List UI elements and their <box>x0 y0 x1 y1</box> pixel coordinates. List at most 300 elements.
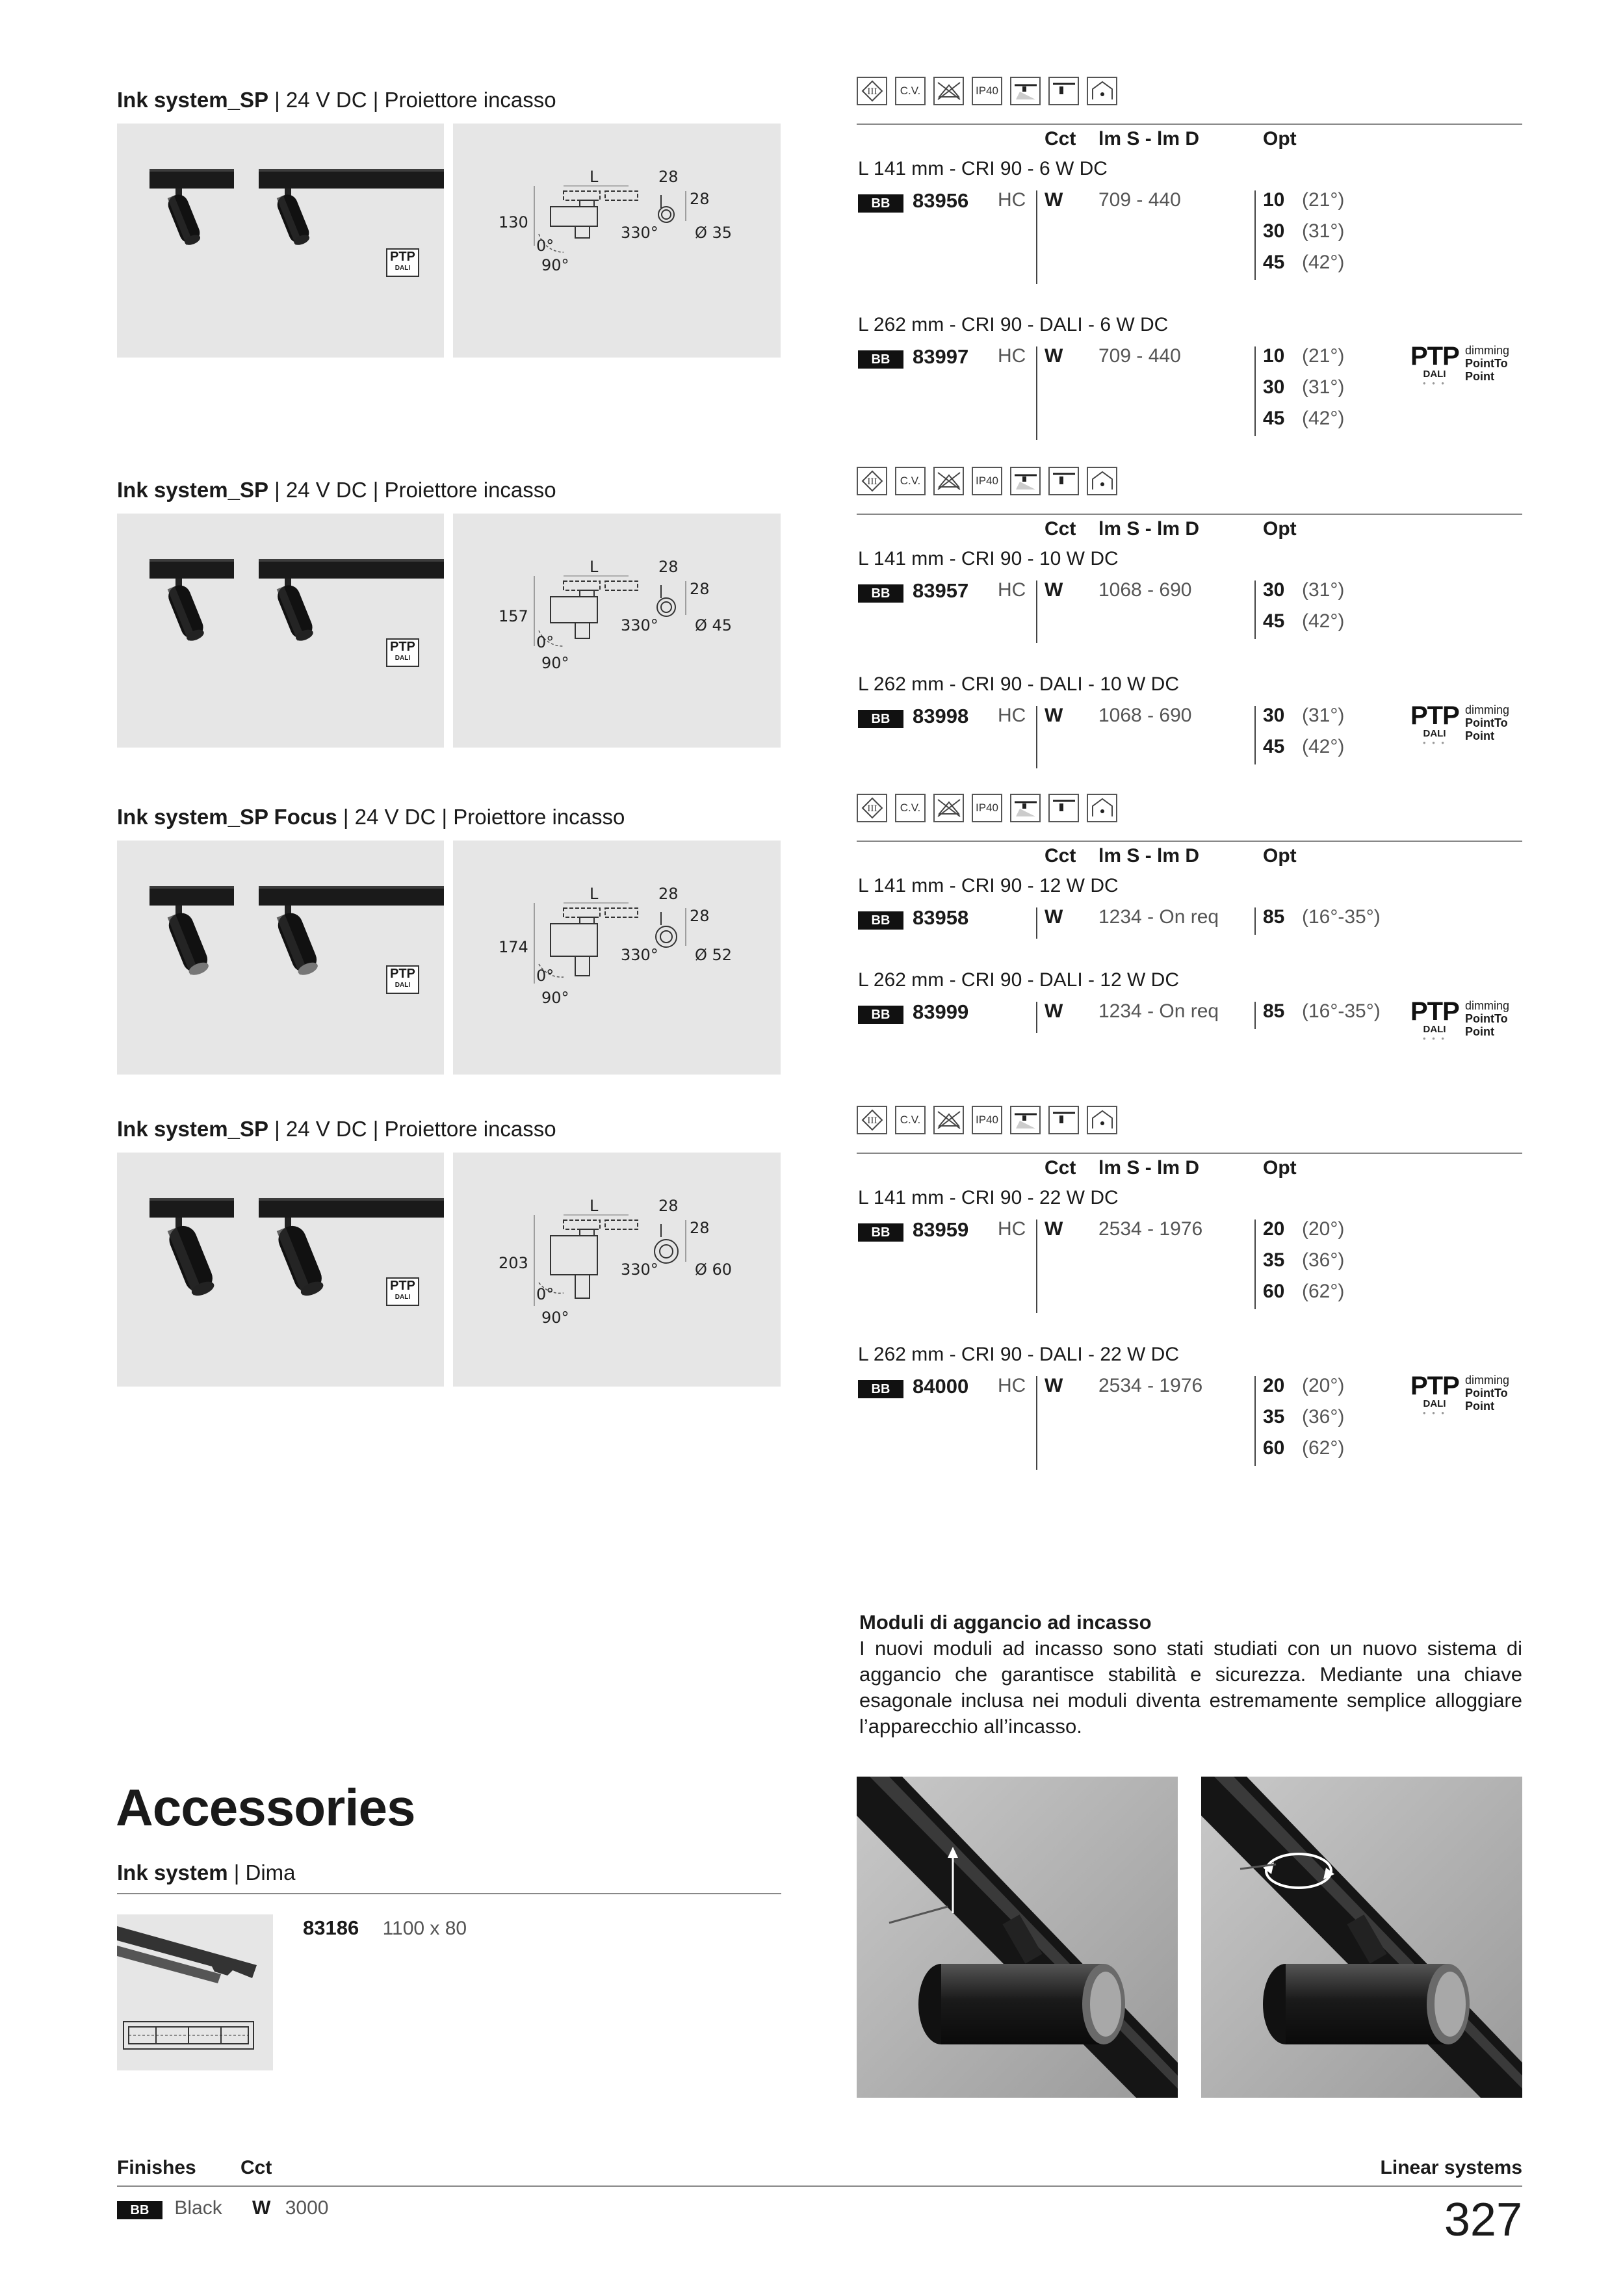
divider-cct <box>1036 907 1037 939</box>
ptp-logo-dots: • • • <box>1423 738 1446 748</box>
track-bar <box>259 889 444 906</box>
photo-ptp-label <box>386 248 419 277</box>
product-code: 83957 <box>913 579 969 602</box>
feature-icon-ip40 <box>972 794 1002 822</box>
technical-drawing-art <box>453 841 781 1075</box>
section-title <box>117 805 625 829</box>
ptp-logo-caption <box>1465 1374 1509 1413</box>
col-opt: Opt <box>1263 128 1297 150</box>
feature-icon-label: IP40 <box>976 475 998 487</box>
moduli-title: Moduli di aggancio ad incasso <box>859 1611 1152 1634</box>
section-title-bold: Ink system_SP Focus <box>117 805 337 829</box>
ptp-caption-1: dimming <box>1465 1374 1510 1387</box>
moduli-photo-1-art <box>857 1777 1178 2098</box>
finish-badge: BB <box>858 1380 903 1398</box>
feature-icon-recessed <box>1010 467 1041 495</box>
finish-badge-wrap <box>858 911 903 930</box>
finish-badge-wrap <box>858 350 903 369</box>
feature-icons <box>857 1106 1117 1134</box>
finish-badge-wrap <box>858 1223 903 1242</box>
col-opt: Opt <box>1263 1157 1297 1179</box>
product-photo <box>117 124 444 358</box>
photo-ptp-dali: DALI <box>395 655 411 662</box>
feature-icons <box>857 467 1117 495</box>
group-label: L 141 mm - CRI 90 - 12 W DC <box>858 875 1119 896</box>
photo-ptp-dali: DALI <box>395 1294 411 1301</box>
drawing-dia: Ø 60 <box>695 1260 733 1279</box>
ptp-caption-1: dimming <box>1465 344 1510 357</box>
divider-cct <box>1036 581 1037 643</box>
optic-value: 10 <box>1263 345 1285 367</box>
cct-code: W <box>1045 1000 1063 1022</box>
product-code: 83998 <box>913 705 969 727</box>
technical-drawing <box>453 1153 781 1387</box>
technical-drawing <box>453 841 781 1075</box>
product-photo-art <box>117 1153 444 1387</box>
ptp-logo-dali: DALI <box>1423 1024 1446 1035</box>
optic-value: 60 <box>1263 1437 1285 1459</box>
finish-badge-wrap <box>858 194 903 213</box>
drawing-tilt90: 90° <box>541 1309 569 1327</box>
cri-label: HC <box>998 1375 1026 1396</box>
feature-icon-c-v- <box>895 77 926 105</box>
optic-value: 85 <box>1263 906 1285 928</box>
footer-rule <box>117 2185 1522 2187</box>
dima-drawing <box>117 1914 273 2070</box>
product-code: 83997 <box>913 345 969 368</box>
moduli-photo-1 <box>857 1777 1178 2098</box>
col-cct: Cct <box>1045 518 1076 540</box>
feature-icon-label: IP40 <box>976 85 998 97</box>
svg-text:III: III <box>866 477 877 487</box>
accessories-title: Accessories <box>116 1779 415 1836</box>
cri-label: HC <box>998 189 1026 211</box>
ptp-caption-2: PointTo <box>1465 1012 1508 1025</box>
divider-cct <box>1036 1376 1037 1470</box>
ptp-caption-2: PointTo <box>1465 1387 1508 1400</box>
drawing-rot: 330° <box>621 1260 658 1279</box>
ptp-logo-dali: DALI <box>1423 369 1446 380</box>
drawing-tilt0: 0° <box>536 237 554 255</box>
optic-angle: (36°) <box>1302 1249 1345 1271</box>
group-label: L 262 mm - CRI 90 - DALI - 6 W DC <box>858 314 1169 335</box>
section-title-bold: Ink system_SP <box>117 1117 268 1141</box>
lumen-value: 709 - 440 <box>1098 189 1181 211</box>
feature-icon-label: IP40 <box>976 802 998 814</box>
feature-icons <box>857 794 1117 822</box>
section-title-rest: | 24 V DC | Proiettore incasso <box>268 88 556 112</box>
cct-code: W <box>1045 189 1063 211</box>
cct-code: W <box>1045 1375 1063 1396</box>
cct-code: W <box>1045 1218 1063 1240</box>
optic-value: 30 <box>1263 220 1285 242</box>
photo-ptp-big: PTP <box>390 250 415 264</box>
product-photo-art <box>117 514 444 748</box>
section-title <box>117 1117 556 1141</box>
col-cct: Cct <box>1045 128 1076 150</box>
drawing-tilt0: 0° <box>536 1285 554 1303</box>
ptp-logo-caption <box>1465 703 1509 742</box>
feature-icon-ceiling <box>1087 467 1117 495</box>
photo-ptp-label <box>386 965 419 994</box>
track-bar <box>259 172 444 189</box>
feature-icon-no-cover <box>933 467 964 495</box>
feature-icon-iii <box>857 794 887 822</box>
finish-badge: BB <box>858 584 903 603</box>
optic-value: 20 <box>1263 1218 1285 1240</box>
optic-value: 30 <box>1263 376 1285 398</box>
lumen-value: 1068 - 690 <box>1098 579 1192 601</box>
optic-angle: (31°) <box>1302 705 1345 726</box>
feature-icon-recessed <box>1010 77 1041 105</box>
track-bar <box>149 562 234 579</box>
footer-cct-value: 3000 <box>285 2197 329 2219</box>
ptp-caption-1: dimming <box>1465 703 1510 716</box>
finish-badge: BB <box>858 911 903 930</box>
finish-badge-wrap <box>858 584 903 603</box>
footer-cct-code: W <box>252 2197 271 2219</box>
feature-icon-c-v- <box>895 794 926 822</box>
divider-cct <box>1036 1002 1037 1033</box>
ptp-caption-1: dimming <box>1465 999 1510 1012</box>
accessory-row <box>303 1916 467 1940</box>
drawing-L: L <box>590 558 599 576</box>
section-title-bold: Ink system_SP <box>117 478 268 502</box>
footer-category: Linear systems <box>1380 2157 1522 2178</box>
cct-code: W <box>1045 705 1063 726</box>
divider-opt <box>1254 1002 1256 1029</box>
optic-angle: (31°) <box>1302 579 1345 601</box>
lumen-value: 2534 - 1976 <box>1098 1375 1203 1396</box>
drawing-rot: 330° <box>621 616 658 634</box>
drawing-tilt0: 0° <box>536 633 554 651</box>
product-code: 83999 <box>913 1000 969 1023</box>
drawing-w: 28 <box>658 1197 679 1215</box>
track-bar <box>259 1201 444 1218</box>
feature-icon-surface <box>1048 1106 1079 1134</box>
drawing-side: 28 <box>690 190 710 208</box>
cri-label: HC <box>998 579 1026 601</box>
feature-icons <box>857 77 1117 105</box>
drawing-L: L <box>590 885 599 903</box>
footer-finish-name: Black <box>174 2197 222 2219</box>
ptp-logo-dali: DALI <box>1423 728 1446 739</box>
photo-ptp-label <box>386 638 419 667</box>
accessories-subtitle <box>117 1860 296 1885</box>
drawing-w: 28 <box>658 885 679 903</box>
drawing-side: 28 <box>690 1219 710 1237</box>
optic-angle: (42°) <box>1302 252 1345 273</box>
product-photo <box>117 841 444 1075</box>
drawing-h: 130 <box>499 213 528 231</box>
col-cct: Cct <box>1045 1157 1076 1179</box>
drawing-side: 28 <box>690 907 710 925</box>
moduli-photo-2-art <box>1201 1777 1522 2098</box>
ptp-dali-logo <box>1410 701 1510 748</box>
feature-icon-no-cover <box>933 794 964 822</box>
moduli-body: I nuovi moduli ad incasso sono stati studiati con un nuovo sistema di aggancio che garantisce stabilità e sicurezza. Mediante una chiave esagonale inclusa nei moduli diventa estremamente semplice alloggiare l’apparecchio all’incasso. <box>859 1637 1522 1738</box>
section-title-rest: | 24 V DC | Proiettore incasso <box>268 1117 556 1141</box>
optic-value: 35 <box>1263 1406 1285 1428</box>
feature-icon-no-cover <box>933 77 964 105</box>
optic-angle: (16°-35°) <box>1302 906 1381 928</box>
spec-rule <box>857 514 1522 515</box>
drawing-h: 203 <box>499 1254 528 1272</box>
optic-angle: (42°) <box>1302 408 1345 429</box>
feature-icon-label: C.V. <box>900 1114 921 1126</box>
ptp-caption-3: Point <box>1465 1400 1494 1413</box>
product-code: 83958 <box>913 906 969 929</box>
feature-icon-label: C.V. <box>900 85 921 97</box>
photo-ptp-dali: DALI <box>395 265 411 272</box>
divider-opt <box>1254 1376 1256 1466</box>
ptp-logo-caption <box>1465 344 1509 383</box>
optic-value: 85 <box>1263 1000 1285 1022</box>
ptp-caption-2: PointTo <box>1465 357 1508 370</box>
track-bar <box>149 172 234 189</box>
optic-angle: (20°) <box>1302 1218 1345 1240</box>
ptp-caption-2: PointTo <box>1465 716 1508 729</box>
lumen-value: 1068 - 690 <box>1098 705 1192 726</box>
col-cct: Cct <box>1045 845 1076 867</box>
feature-icon-ceiling <box>1087 1106 1117 1134</box>
section-title <box>117 478 556 502</box>
section-title-bold: Ink system_SP <box>117 88 268 112</box>
group-label: L 141 mm - CRI 90 - 22 W DC <box>858 1187 1119 1208</box>
dima-image <box>117 1914 273 2070</box>
feature-icon-ceiling <box>1087 77 1117 105</box>
group-label: L 141 mm - CRI 90 - 10 W DC <box>858 548 1119 569</box>
col-lm: lm S - lm D <box>1098 845 1200 867</box>
optic-angle: (31°) <box>1302 376 1345 398</box>
ptp-logo-dots: • • • <box>1423 378 1446 388</box>
optic-angle: (21°) <box>1302 189 1345 211</box>
cct-code: W <box>1045 579 1063 601</box>
divider-cct <box>1036 190 1037 284</box>
divider-opt <box>1254 190 1256 280</box>
cct-code: W <box>1045 906 1063 928</box>
ptp-dali-logo <box>1410 342 1510 388</box>
drawing-dia: Ø 45 <box>695 616 733 634</box>
footer-finish-badge: BB <box>117 2201 162 2219</box>
product-photo-art <box>117 124 444 358</box>
drawing-h: 174 <box>499 938 528 956</box>
ptp-logo-text: PTP <box>1410 1372 1459 1400</box>
technical-drawing <box>453 514 781 748</box>
photo-ptp-big: PTP <box>390 1279 415 1293</box>
cri-label: HC <box>998 705 1026 726</box>
optic-value: 30 <box>1263 579 1285 601</box>
group-label: L 262 mm - CRI 90 - DALI - 12 W DC <box>858 969 1180 991</box>
section-title <box>117 88 556 112</box>
ptp-logo-dots: • • • <box>1423 1408 1446 1418</box>
feature-icon-label: IP40 <box>976 1114 998 1126</box>
feature-icon-ip40 <box>972 77 1002 105</box>
finish-badge: BB <box>858 350 903 369</box>
accessory-code: 83186 <box>303 1916 359 1939</box>
finish-badge-wrap <box>858 1006 903 1024</box>
group-label: L 262 mm - CRI 90 - DALI - 10 W DC <box>858 673 1180 695</box>
optic-value: 10 <box>1263 189 1285 211</box>
spec-rule <box>857 124 1522 125</box>
footer-cct-label: Cct <box>240 2157 272 2178</box>
divider-opt <box>1254 706 1256 764</box>
feature-icon-ip40 <box>972 1106 1002 1134</box>
ptp-logo-dots: • • • <box>1423 1034 1446 1043</box>
optic-angle: (20°) <box>1302 1375 1345 1396</box>
drawing-tilt90: 90° <box>541 654 569 672</box>
optic-angle: (36°) <box>1302 1406 1345 1428</box>
drawing-dia: Ø 52 <box>695 946 733 964</box>
optic-value: 45 <box>1263 408 1285 429</box>
accessories-sub-rest: | Dima <box>227 1860 296 1885</box>
divider-opt <box>1254 907 1256 935</box>
drawing-L: L <box>590 168 599 186</box>
ptp-logo-text: PTP <box>1410 342 1459 371</box>
optic-angle: (42°) <box>1302 736 1345 757</box>
ptp-dali-logo <box>1410 1372 1510 1418</box>
ptp-logo-text: PTP <box>1410 997 1459 1026</box>
ptp-logo-text: PTP <box>1410 701 1459 730</box>
ptp-caption-3: Point <box>1465 370 1494 383</box>
optic-value: 45 <box>1263 610 1285 632</box>
technical-drawing-art <box>453 124 781 358</box>
feature-icon-no-cover <box>933 1106 964 1134</box>
section-title-rest: | 24 V DC | Proiettore incasso <box>268 478 556 502</box>
finish-badge: BB <box>858 1223 903 1242</box>
feature-icon-label: C.V. <box>900 475 921 487</box>
product-code: 84000 <box>913 1375 969 1398</box>
track-bar <box>149 889 234 906</box>
lumen-value: 1234 - On req <box>1098 1000 1219 1022</box>
lumen-value: 1234 - On req <box>1098 906 1219 928</box>
divider-opt <box>1254 1220 1256 1309</box>
drawing-rot: 330° <box>621 946 658 964</box>
drawing-L: L <box>590 1197 599 1215</box>
finish-badge-wrap <box>858 710 903 728</box>
footer-finish-row <box>117 2197 328 2219</box>
photo-ptp-label <box>386 1277 419 1306</box>
drawing-tilt0: 0° <box>536 967 554 985</box>
lumen-value: 709 - 440 <box>1098 345 1181 367</box>
finish-badge: BB <box>858 194 903 213</box>
ptp-caption-3: Point <box>1465 729 1494 742</box>
product-code: 83956 <box>913 189 969 212</box>
optic-value: 60 <box>1263 1281 1285 1302</box>
page-number: 327 <box>1444 2194 1522 2246</box>
optic-angle: (16°-35°) <box>1302 1000 1381 1022</box>
cct-code: W <box>1045 345 1063 367</box>
technical-drawing-art <box>453 514 781 748</box>
feature-icon-ip40 <box>972 467 1002 495</box>
finish-badge-wrap <box>858 1380 903 1398</box>
product-code: 83959 <box>913 1218 969 1241</box>
photo-ptp-big: PTP <box>390 640 415 654</box>
optic-value: 35 <box>1263 1249 1285 1271</box>
drawing-side: 28 <box>690 580 710 598</box>
drawing-h: 157 <box>499 607 528 625</box>
divider-cct <box>1036 706 1037 768</box>
feature-icon-c-v- <box>895 467 926 495</box>
optic-value: 20 <box>1263 1375 1285 1396</box>
optic-angle: (62°) <box>1302 1281 1345 1302</box>
feature-icon-recessed <box>1010 794 1041 822</box>
feature-icon-surface <box>1048 467 1079 495</box>
accessories-sub-bold: Ink system <box>117 1860 228 1885</box>
feature-icon-recessed <box>1010 1106 1041 1134</box>
col-opt: Opt <box>1263 518 1297 540</box>
optic-angle: (31°) <box>1302 220 1345 242</box>
product-photo-art <box>117 841 444 1075</box>
feature-icon-label: C.V. <box>900 802 921 814</box>
cri-label: HC <box>998 345 1026 367</box>
optic-value: 45 <box>1263 736 1285 757</box>
track-bar <box>259 562 444 579</box>
feature-icon-iii <box>857 467 887 495</box>
col-lm: lm S - lm D <box>1098 1157 1200 1179</box>
drawing-w: 28 <box>658 168 679 186</box>
technical-drawing <box>453 124 781 358</box>
divider-opt <box>1254 581 1256 639</box>
feature-icon-ceiling <box>1087 794 1117 822</box>
drawing-rot: 330° <box>621 224 658 242</box>
optic-value: 30 <box>1263 705 1285 726</box>
drawing-tilt90: 90° <box>541 256 569 274</box>
accessory-size: 1100 x 80 <box>382 1918 467 1939</box>
photo-ptp-dali: DALI <box>395 982 411 989</box>
feature-icon-iii <box>857 77 887 105</box>
group-label: L 262 mm - CRI 90 - DALI - 22 W DC <box>858 1344 1180 1365</box>
accessories-rule <box>117 1893 781 1894</box>
ptp-dali-logo <box>1410 997 1510 1043</box>
product-photo <box>117 1153 444 1387</box>
svg-text:III: III <box>866 1116 877 1126</box>
ptp-logo-caption <box>1465 999 1509 1038</box>
feature-icon-surface <box>1048 77 1079 105</box>
lumen-value: 2534 - 1976 <box>1098 1218 1203 1240</box>
product-photo <box>117 514 444 748</box>
col-lm: lm S - lm D <box>1098 518 1200 540</box>
footer-finishes-label: Finishes <box>117 2157 196 2178</box>
col-lm: lm S - lm D <box>1098 128 1200 150</box>
moduli-photo-2 <box>1201 1777 1522 2098</box>
drawing-dia: Ø 35 <box>695 224 733 242</box>
optic-angle: (42°) <box>1302 610 1345 632</box>
svg-text:III: III <box>866 804 877 814</box>
ptp-caption-3: Point <box>1465 1025 1494 1038</box>
feature-icon-iii <box>857 1106 887 1134</box>
technical-drawing-art <box>453 1153 781 1387</box>
track-bar <box>149 1201 234 1218</box>
optic-angle: (21°) <box>1302 345 1345 367</box>
optic-value: 45 <box>1263 252 1285 273</box>
cri-label: HC <box>998 1218 1026 1240</box>
optic-angle: (62°) <box>1302 1437 1345 1459</box>
finish-badge: BB <box>858 1006 903 1024</box>
feature-icon-surface <box>1048 794 1079 822</box>
divider-opt <box>1254 346 1256 436</box>
photo-ptp-big: PTP <box>390 967 415 981</box>
drawing-tilt90: 90° <box>541 989 569 1007</box>
feature-icon-c-v- <box>895 1106 926 1134</box>
spec-rule <box>857 841 1522 842</box>
moduli-block <box>859 1611 1522 1740</box>
finish-badge: BB <box>858 710 903 728</box>
section-title-rest: | 24 V DC | Proiettore incasso <box>337 805 625 829</box>
svg-text:III: III <box>866 87 877 97</box>
divider-cct <box>1036 346 1037 440</box>
col-opt: Opt <box>1263 845 1297 867</box>
